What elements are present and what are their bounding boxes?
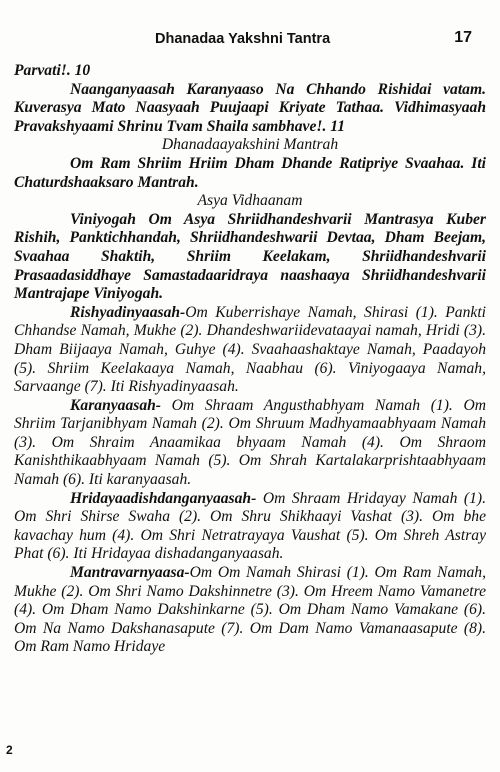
mantra-text: Om Ram Shriim Hriim Dham Dhande Ratipriye Svaahaa. Iti Chaturdshaaksaro Mantrah. xyxy=(14,154,486,191)
running-title: Dhanadaa Yakshni Tantra xyxy=(155,31,331,47)
page-header xyxy=(0,31,500,53)
mantravarnyaasa-paragraph xyxy=(14,564,486,657)
page-number: 17 xyxy=(454,29,472,46)
footer-mark: 2 xyxy=(6,743,13,757)
rishyadinyaasah-text: Om Kuberrishaye Namah, Shirasi (1). Pankti Chhandse Namah, Mukhe (2). Dhandeshwariidevataayai namah, Hridi (3). Dham Biijaaya Namah, Guhye (4). Svaahaashaktaye Namah, Paadayoh (5). Shriim Keelakaaya Namah, Naabhau (6). Viniyogaaya Namah, Sarvaange (7). Iti Rishyadinyaasah. xyxy=(14,303,486,396)
viniyogah-paragraph: Viniyogah Om Asya Shriidhandeshvarii Mantrasya Kuber Rishih, Panktichhandah, Shriidhandeshwarii Devtaa, Dham Beejam, Svaahaa Shaktih, Shriim Keelakam, Shriidhandeshvarii Prasaadasiddhaye Samastadaaridraya naashaaya Shriidhandeshvarii Mantrajape Viniyogah. xyxy=(14,210,486,303)
hridayaadi-label: Hridayaadishdanganyaasah- xyxy=(70,489,257,507)
rishyadinyaasah-paragraph xyxy=(14,304,486,397)
hridayaadi-text: Om Shraam Hridayay Namah (1). Om Shri Shirse Swaha (2). Om Shru Shikhaayi Vashat (3). Om bhe kavachay hum (4). Om Shri Netratrayaya Vaushat (5). Om Shreh Astray Phat (6). Iti Hridayaa dishadanganyaasah. xyxy=(14,489,486,563)
mantravarnyaasa-text: Om Om Namah Shirasi (1). Om Ram Namah, Mukhe (2). Om Shri Namo Dakshinnetre (3). Om Hreem Namo Vamanetre (4). Om Dham Namo Dakshinkarne (5). Om Dham Namo Vamakane (6). Om Na Namo Dakshanasapute (7). Om Dam Namo Vamanaasapute (8). Om Ram Namo Hridaye xyxy=(14,564,486,656)
karanyaasah-paragraph xyxy=(14,397,486,490)
karanyaasah-label: Karanyaasah- xyxy=(70,396,161,414)
hridayaadi-paragraph xyxy=(14,490,486,564)
karanyaasah-text: Om Shraam Angusthabhyam Namah (1). Om Shriim Tarjanibhyam Namah (2). Om Shruum Madhyamaabhyaam Namah (3). Om Shraim Anaamikaa bhyaam Namah (4). Om Shraom Kanishthikaabhyaam Namah (5). Om Shrah Kartalakarprishtaabhyaam Namah (6). Iti karanyaasah. xyxy=(14,396,486,489)
page-body xyxy=(14,62,486,657)
vidhaan-heading: Asya Vidhaanam xyxy=(197,192,303,210)
mantra-heading: Dhanadaayakshini Mantrah xyxy=(161,136,339,154)
mantravarnyaasa-label: Mantravarnyaasa- xyxy=(70,564,190,582)
verse-number-line: Parvati!. 10 xyxy=(14,62,91,79)
rishyadinyaasah-label: Rishyadinyaasah- xyxy=(70,303,186,321)
verse-text: Naanganyaasah Karanyaaso Na Chhando Rishidai vatam. Kuverasya Mato Naasyaah Puujaapi Kriyate Tathaa. Vidhimasyaah Pravakshyaami Shrinu Tvam Shaila sambhave!. 11 xyxy=(14,80,486,135)
